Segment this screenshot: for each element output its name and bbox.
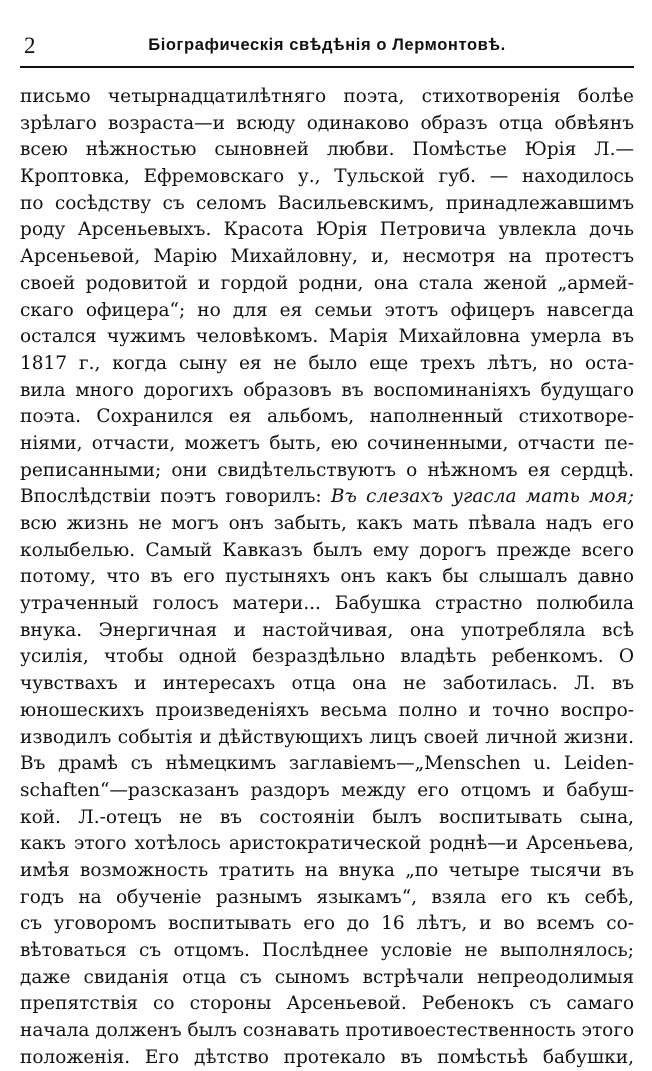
text-line: schaften“—разсказанъ раздоръ между его отцомъ и бабуш- (20, 779, 634, 801)
text-line: 1817 г., когда сыну ея не было еще трехъ лѣтъ, но оста- (20, 352, 634, 374)
text-line: какъ этого хотѣлось аристократической роднѣ—и Арсеньева, (20, 833, 634, 855)
text-line: кой. Л.-отецъ не въ состояніи былъ воспитывать сына, (20, 806, 634, 828)
text-line: внука. Энергичная и настойчивая, она употребляла всѣ (20, 619, 634, 641)
text-line: потому, что въ его пустыняхъ онъ какъ бы слышалъ давно (20, 566, 634, 588)
text-line: роду Арсеньевыхъ. Красота Юрія Петровича увлекла дочь (20, 219, 634, 241)
text-line: юношескихъ произведеніяхъ весьма полно и точно воспро- (20, 699, 634, 721)
text-line: поэта. Сохранился ея альбомъ, наполненный стихотворе- (20, 406, 634, 428)
text-line: чувствахъ и интересахъ отца она не заботилась. Л. въ (20, 673, 634, 695)
text-line: вила много дорогихъ образовъ въ воспоминаніяхъ будущаго (20, 379, 634, 401)
text-line: ніями, отчасти, можетъ быть, ею сочиненными, отчасти пе- (20, 432, 634, 454)
text-line: утраченный голосъ матери... Бабушка страстно полюбила (20, 593, 634, 615)
text-line: письмо четырнадцатилѣтняго поэта, стихотворенія болѣе (20, 86, 634, 107)
text-line: остался чужимъ человѣкомъ. Марія Михайловна умерла въ (20, 326, 634, 348)
text-line: съ уговоромъ воспитывать его до 16 лѣтъ, и во всемъ со- (20, 913, 634, 935)
text-line: Въ драмѣ съ нѣмецкимъ заглавіемъ—„Menschen u. Leiden- (20, 753, 634, 775)
text-line: всею нѣжностью сыновней любви. Помѣстье Юрія Л.— (20, 139, 634, 161)
text-line: всю жизнь не могъ онъ забыть, какъ мать пѣвала надъ его (20, 513, 634, 534)
header-rule (20, 66, 634, 68)
text-line: Кроптовка, Ефремовскаго у., Тульской губ. — находилось (20, 166, 634, 188)
text-line: реписанными; они свидѣтельствуютъ о нѣжномъ ея сердцѣ. (20, 459, 634, 481)
page-header (20, 30, 634, 60)
text-line-with-quote (20, 484, 634, 511)
text-line: своей родовитой и гордой родни, она стала женой „армей- (20, 272, 634, 294)
text-line: начала долженъ былъ сознавать противоестественность этого (20, 1020, 634, 1042)
text-line: годъ на обученіе разнымъ языкамъ“, взяла его къ себѣ, (20, 886, 634, 908)
text-line: положенія. Его дѣтство протекало въ помѣстьѣ бабушки, (20, 1046, 634, 1068)
text-line: изводилъ событія и дѣйствующихъ лицъ своей личной жизни. (20, 726, 634, 748)
text-line: скаго офицера“; но для ея семьи этотъ офицеръ навсегда (20, 299, 634, 321)
quoted-verse: Въ слезахъ угасла мать моя; (330, 486, 634, 508)
running-title: Біографическія свѣдѣнія о Лермонтовѣ. (148, 35, 506, 54)
text-line: колыбелью. Самый Кавказъ былъ ему дорогъ прежде всего (20, 539, 634, 561)
text-line: вѣтоваться съ отцомъ. Послѣднее условіе не выполнялось; (20, 940, 634, 961)
line-prefix: Впослѣдствіи поэтъ говорилъ: (20, 486, 331, 508)
text-line: Арсеньевой, Марію Михайловну, и, несмотря на протестъ (20, 246, 634, 268)
text-line: препятствія со стороны Арсеньевой. Ребенокъ съ самаго (20, 993, 634, 1015)
page-number: 2 (24, 33, 36, 58)
text-line: зрѣлаго возраста—и всюду одинаково образъ отца обвѣянъ (20, 112, 634, 134)
body-text (20, 84, 634, 1071)
text-line: даже свиданія отца съ сыномъ встрѣчали непреодолимыя (20, 966, 634, 988)
text-line: по сосѣдству съ селомъ Васильевскимъ, принадлежавшимъ (20, 192, 634, 214)
text-line: имѣя возможность тратить на внука „по четыре тысячи въ (20, 859, 634, 881)
text-line: усилія, чтобы одной безраздѣльно владѣть ребенкомъ. О (20, 646, 634, 668)
